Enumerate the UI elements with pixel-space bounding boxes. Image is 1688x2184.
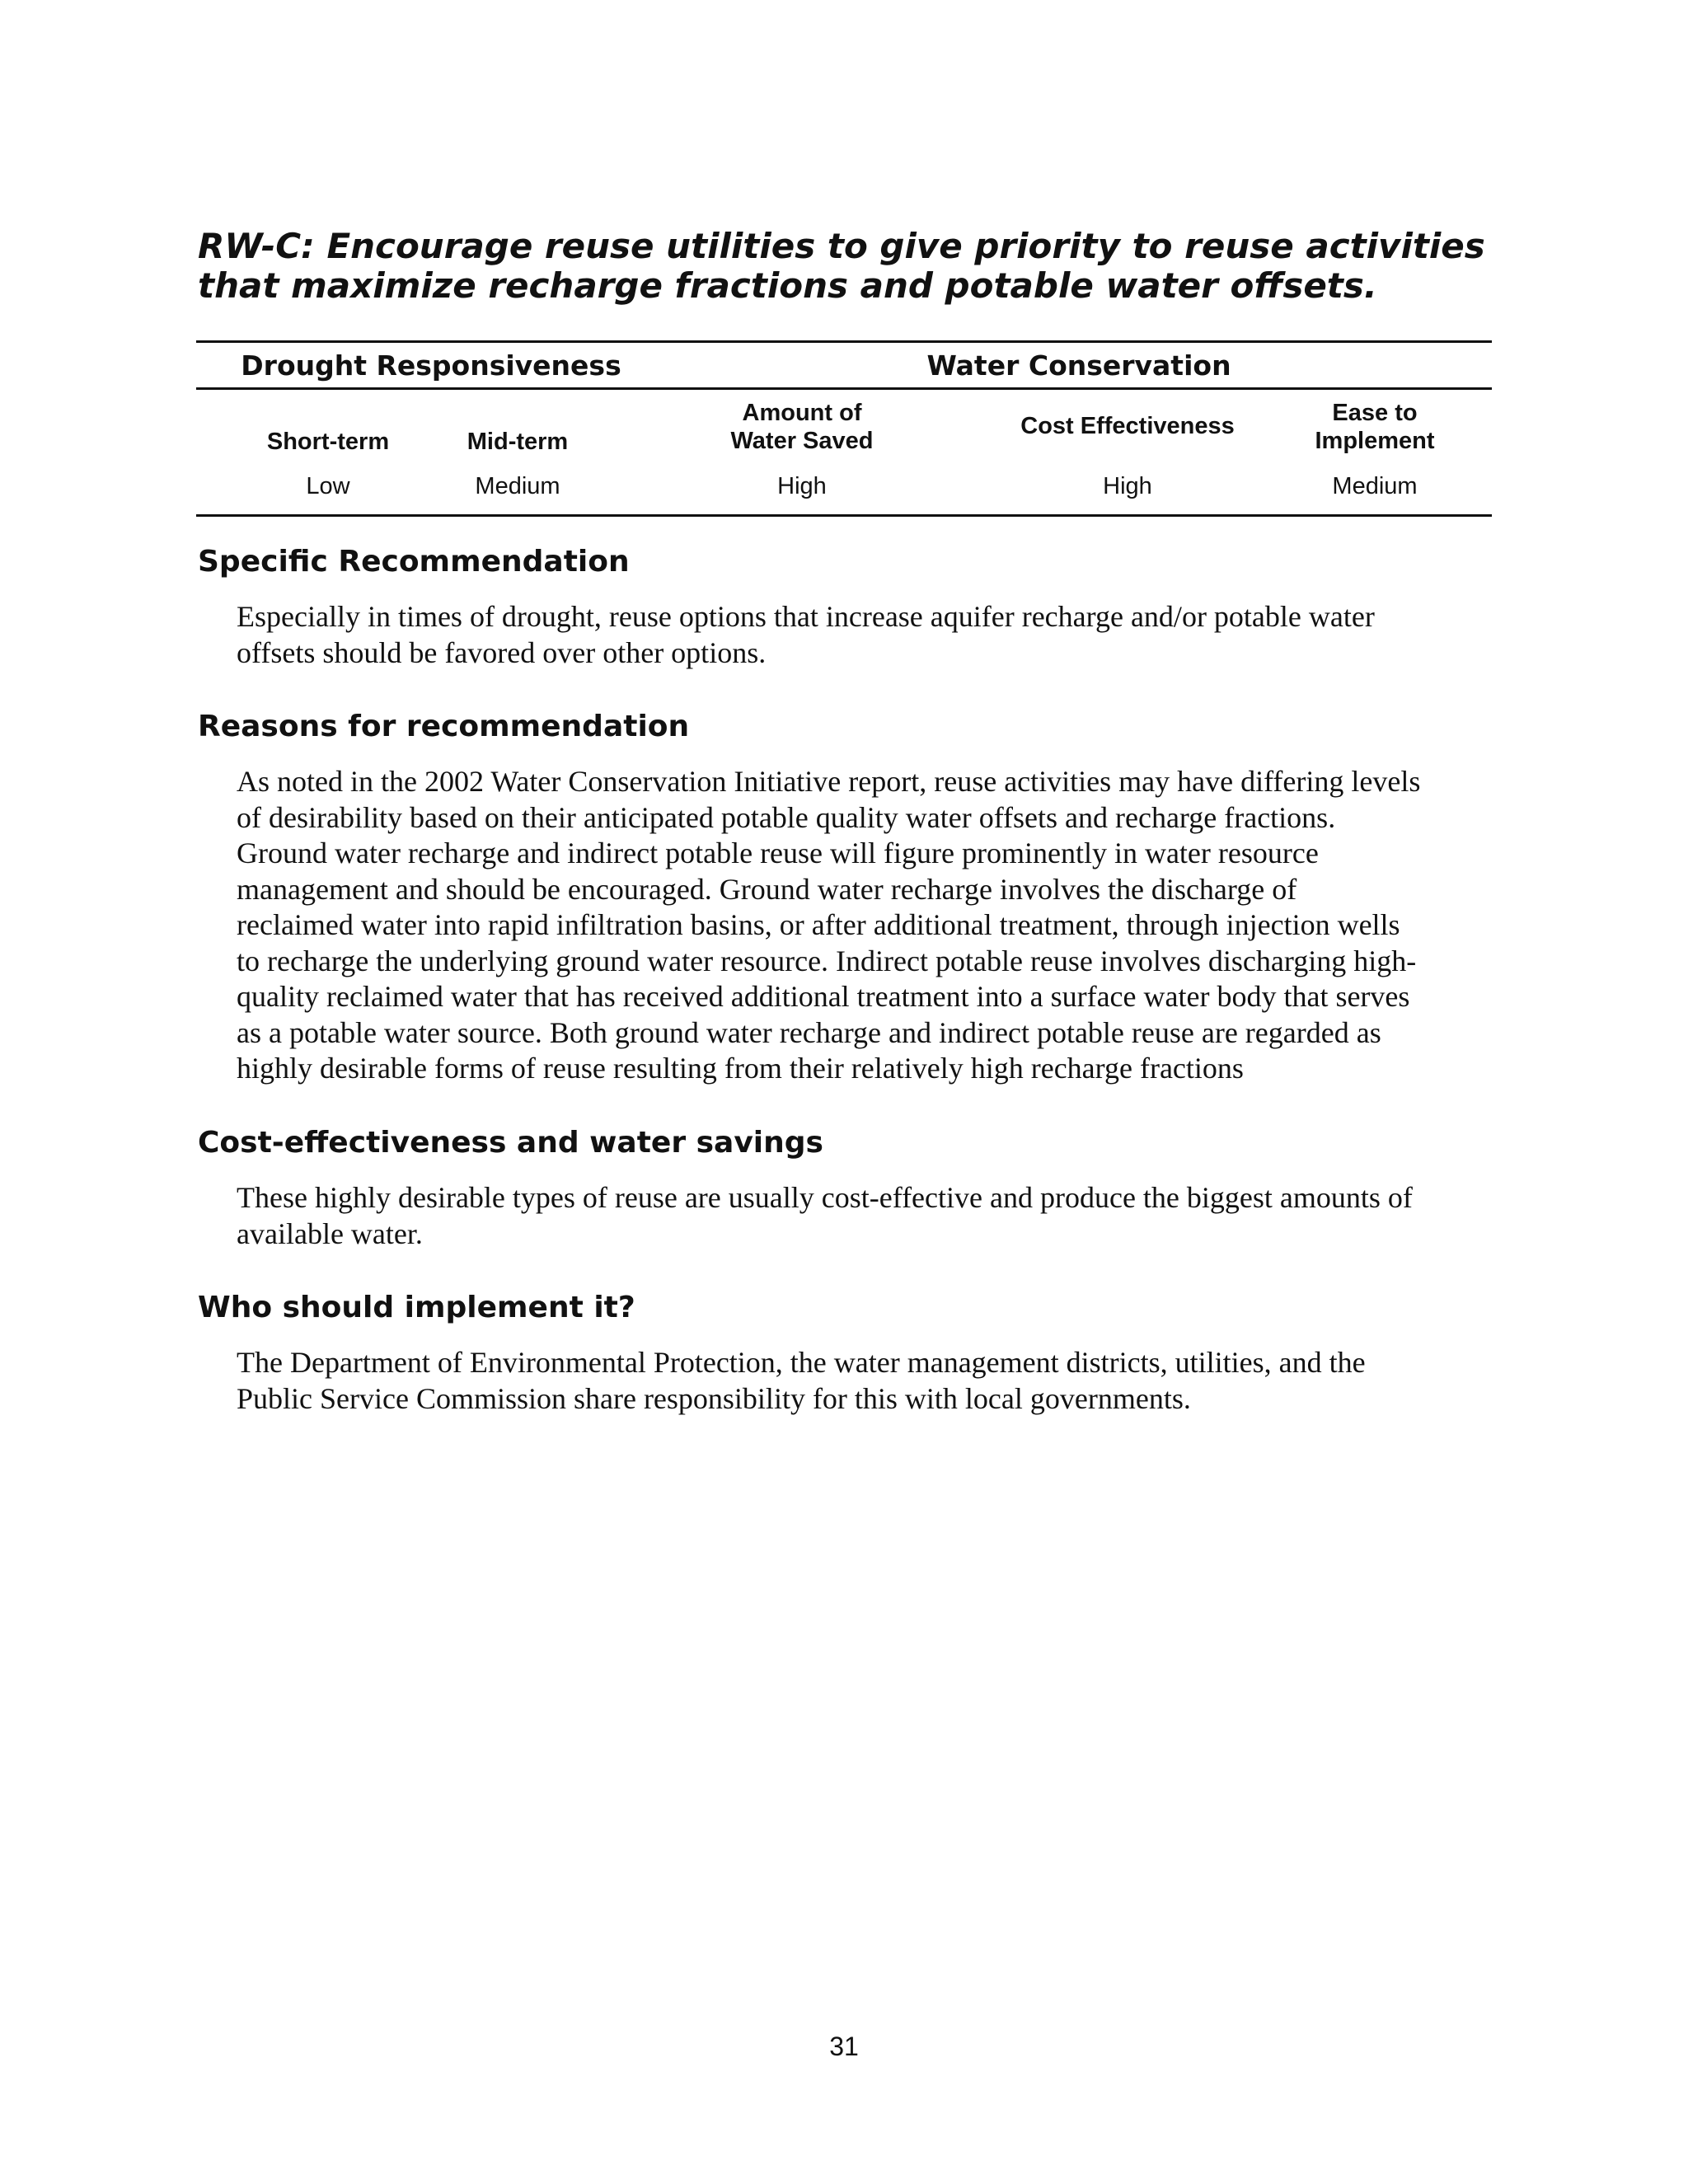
- ratings-table: [196, 340, 1492, 517]
- section-text-cost-effectiveness: These highly desirable types of reuse are usually cost-effective and produce the biggest amounts of available water.: [237, 1181, 1413, 1250]
- ratings-group-row: [196, 343, 1492, 390]
- section-heading-specific-recommendation: Specific Recommendation: [198, 545, 630, 579]
- rating-short-term: Low: [306, 473, 350, 499]
- page-number: 31: [829, 2032, 859, 2061]
- recommendation-title: [198, 227, 1500, 306]
- section-text-specific-recommendation: Especially in times of drought, reuse options that increase aquifer recharge and/or potable water offsets should be favored over other options.: [237, 600, 1375, 669]
- column-header-ease-to-implement: Ease to Implement: [1315, 400, 1435, 454]
- column-header-amount-of-water-saved: Amount of Water Saved: [730, 400, 874, 454]
- section-heading-reasons: Reasons for recommendation: [198, 710, 690, 743]
- column-header-cost-effectiveness: Cost Effectiveness: [1020, 413, 1235, 439]
- section-text-who-should-implement: The Department of Environmental Protection, the water management districts, utilities, and the Public Service Commission share responsibility for this with local governments.: [237, 1346, 1366, 1415]
- column-header-mid-term: Mid-term: [467, 429, 569, 455]
- title-line: RW-C: Encourage reuse utilities to give priority to reuse activities: [198, 226, 1485, 266]
- section-heading-who-should-implement: Who should implement it?: [198, 1291, 635, 1324]
- section-heading-cost-effectiveness: Cost-effectiveness and water savings: [198, 1126, 823, 1160]
- rating-mid-term: Medium: [475, 473, 560, 499]
- group-drought-responsiveness: Drought Responsiveness: [241, 349, 621, 382]
- section-text-reasons: As noted in the 2002 Water Conservation Initiative report, reuse activities may have differing levels of desirability based on their anticipated potable quality water offsets and recharge fractions. Ground water recharge and indirect potable reuse will figure prominently in water resource management and should be encouraged. Ground water recharge involves the discharge of reclaimed water into rapid infiltration basins, or after additional treatment, through injection wells to recharge the underlying ground water resource. Indirect potable reuse involves discharging high- quality reclaimed water that has received additional treatment into a surface water body that serves as a potable water source. Both ground water recharge and indirect potable reuse are regarded as highly desirable forms of reuse resulting from their relatively high recharge fractions: [237, 765, 1421, 1085]
- title-line: that maximize recharge fractions and potable water offsets.: [198, 265, 1377, 306]
- column-header-short-term: Short-term: [266, 429, 390, 455]
- group-water-conservation: Water Conservation: [926, 349, 1231, 382]
- rating-ease-to-implement: Medium: [1332, 473, 1418, 499]
- rating-amount-of-water-saved: High: [777, 473, 827, 499]
- rating-cost-effectiveness: High: [1103, 473, 1152, 499]
